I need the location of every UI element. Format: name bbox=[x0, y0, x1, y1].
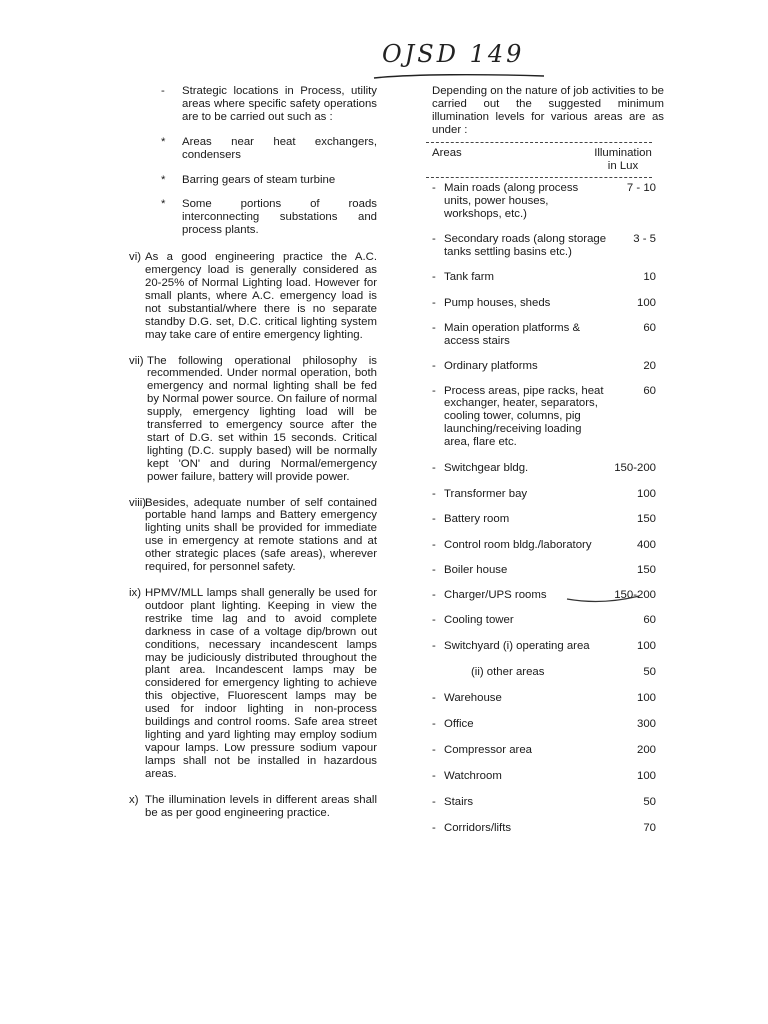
clause-vii bbox=[129, 355, 377, 484]
clause-text: HPMV/MLL lamps shall generally be used for outdoor plant lighting. Keeping in view the restrike time lag and to avoid complete darkness in case of a voltage dip/brown out conditions, necessary incandescent lamps may be judiciously distributed throughout the plant area. Incandescent lamps may be considered for emergency lighting to achieve this objective, Fluorescent lamps may be used for indoor lighting in non-process buildings and control rooms. Safe area street lighting and yard lighting may employ sodium vapour lamps. Low pressure sodium vapour lamps shall not be installed in hazardous areas. bbox=[145, 587, 377, 780]
row-area-text: Pump houses, sheds bbox=[444, 296, 551, 309]
star-item bbox=[161, 198, 377, 237]
row-area-cell bbox=[432, 360, 608, 373]
row-area-cell bbox=[432, 692, 608, 705]
row-dash: - bbox=[432, 233, 436, 246]
row-dash: - bbox=[432, 487, 436, 500]
row-lux-value: 60 bbox=[643, 614, 656, 627]
row-area-text: Corridors/lifts bbox=[444, 821, 512, 834]
clause-number: vii) bbox=[129, 354, 144, 367]
table-row bbox=[432, 770, 664, 783]
handwritten-underline bbox=[372, 70, 552, 82]
row-lux-value: 200 bbox=[636, 744, 656, 756]
row-area-text: Compressor area bbox=[444, 744, 532, 756]
header-lux-line2: in Lux bbox=[607, 159, 639, 172]
row-area-text: Ordinary platforms bbox=[444, 359, 538, 372]
row-area-cell bbox=[432, 462, 608, 475]
row-dash: - bbox=[432, 769, 436, 782]
row-area-text: Transformer bay bbox=[444, 487, 528, 500]
row-area-cell bbox=[432, 488, 608, 501]
table-row bbox=[432, 513, 664, 526]
row-lux-value: 400 bbox=[636, 538, 656, 551]
table-row bbox=[432, 666, 664, 679]
star-item bbox=[161, 174, 377, 187]
row-lux-value: 150-200 bbox=[614, 462, 656, 475]
row-dash: - bbox=[432, 640, 436, 653]
row-area-cell bbox=[432, 614, 608, 627]
table-row bbox=[432, 182, 664, 221]
row-dash: - bbox=[432, 359, 436, 372]
row-lux-value: 7 - 10 bbox=[626, 182, 656, 195]
handwritten-reference: OJSD 149 bbox=[382, 40, 525, 68]
handwritten-underline-mark bbox=[565, 595, 645, 607]
table-row bbox=[432, 360, 664, 373]
table-header-rule bbox=[426, 177, 652, 178]
row-area-text: (ii) other areas bbox=[471, 666, 545, 679]
row-area-cell bbox=[432, 182, 608, 221]
table-header bbox=[432, 147, 664, 173]
table-row bbox=[432, 744, 664, 757]
row-dash: - bbox=[432, 384, 436, 397]
row-area-cell bbox=[432, 718, 608, 731]
row-lux-value: 50 bbox=[643, 795, 656, 808]
row-dash: - bbox=[432, 744, 436, 756]
clause-x bbox=[129, 794, 377, 820]
row-dash: - bbox=[432, 718, 436, 731]
row-area-text: Battery room bbox=[444, 512, 510, 525]
row-area-text: Watchroom bbox=[444, 769, 502, 782]
row-area-cell bbox=[432, 796, 608, 809]
row-area-cell bbox=[432, 666, 608, 679]
row-area-cell bbox=[432, 271, 608, 284]
illumination-intro: Depending on the nature of job activities to be carried out the suggested minimum illumination levels for various areas are as under : bbox=[432, 85, 664, 136]
row-area-text: Stairs bbox=[444, 795, 474, 808]
row-area-cell bbox=[432, 822, 608, 835]
row-dash: - bbox=[432, 821, 436, 834]
star-bullet: * bbox=[161, 198, 166, 211]
row-area-text: Warehouse bbox=[444, 692, 502, 705]
row-dash: - bbox=[432, 795, 436, 808]
star-item-text: Some portions of roads interconnecting substations and process plants. bbox=[182, 198, 377, 237]
row-lux-value: 50 bbox=[643, 666, 656, 679]
table-row bbox=[432, 322, 664, 348]
clause-ix bbox=[129, 587, 377, 781]
row-area-text: Main roads (along process units, power houses, workshops, etc.) bbox=[444, 182, 579, 221]
row-dash: - bbox=[432, 588, 436, 601]
row-area-cell bbox=[432, 744, 608, 757]
table-row bbox=[432, 233, 664, 259]
table-row bbox=[432, 271, 664, 284]
table-top-rule bbox=[426, 142, 652, 143]
row-lux-value: 20 bbox=[643, 359, 656, 372]
row-area-cell bbox=[432, 564, 608, 577]
row-area-text: Office bbox=[444, 718, 474, 731]
row-area-text: Control room bldg./laboratory bbox=[444, 538, 592, 551]
row-area-cell bbox=[432, 297, 608, 310]
table-row bbox=[432, 614, 664, 627]
row-dash: - bbox=[432, 182, 436, 195]
row-area-text: Cooling tower bbox=[444, 614, 514, 627]
left-column bbox=[127, 85, 377, 832]
right-column bbox=[432, 85, 664, 848]
row-area-cell bbox=[432, 322, 608, 348]
row-area-cell bbox=[432, 513, 608, 526]
row-dash: - bbox=[432, 512, 436, 525]
dash-bullet: - bbox=[161, 85, 165, 97]
row-dash: - bbox=[432, 614, 436, 627]
row-area-text: Switchgear bldg. bbox=[444, 462, 529, 475]
row-dash: - bbox=[432, 462, 436, 475]
row-dash: - bbox=[432, 270, 436, 283]
row-lux-value: 150 bbox=[636, 563, 656, 576]
row-area-cell bbox=[432, 233, 608, 259]
clause-text: Besides, adequate number of self contained portable hand lamps and Battery emergency lighting units shall be provided for immediate use in emergency at remote stations and at other strategic places (safe areas), wherever required, for personnel safety. bbox=[145, 496, 377, 574]
star-bullet: * bbox=[161, 135, 166, 148]
table-row bbox=[432, 488, 664, 501]
strategic-locations-item bbox=[161, 85, 377, 124]
table-row bbox=[432, 692, 664, 705]
row-area-text: Secondary roads (along storage tanks settling basins etc.) bbox=[444, 233, 607, 259]
row-lux-value: 100 bbox=[636, 640, 656, 653]
header-lux-line1: Illumination bbox=[594, 146, 652, 159]
row-area-text: Boiler house bbox=[444, 563, 508, 576]
clause-text: The following operational philosophy is recommended. Under normal operation, both emergency and normal lighting shall be fed by Normal power source. On failure of normal supply, emergency lighting load will be transferred to emergency source after the start of D.G. set within 15 seconds. Critical lighting (D.C. supply based) will be normally kept 'ON' and during Normal/emergency power failure, battery will provide power. bbox=[147, 354, 377, 483]
clause-number: x) bbox=[129, 793, 139, 806]
row-area-text: Tank farm bbox=[444, 270, 495, 283]
row-area-text: Charger/UPS rooms bbox=[444, 588, 547, 601]
row-lux-value: 100 bbox=[636, 296, 656, 309]
row-area-text: Process areas, pipe racks, heat exchanger, heater, separators, cooling tower, columns, pig launching/receiving loading area, flare etc. bbox=[444, 384, 604, 449]
row-lux-value: 100 bbox=[636, 769, 656, 782]
row-dash bbox=[459, 666, 471, 679]
row-dash: - bbox=[432, 538, 436, 551]
header-areas: Areas bbox=[432, 146, 462, 159]
table-row bbox=[432, 718, 664, 731]
star-item bbox=[161, 136, 377, 162]
table-row bbox=[432, 385, 664, 450]
row-area-cell bbox=[432, 385, 608, 450]
row-area-cell bbox=[432, 640, 608, 653]
row-lux-value: 3 - 5 bbox=[633, 233, 656, 246]
illumination-table bbox=[432, 182, 664, 834]
clause-text: As a good engineering practice the A.C. emergency load is generally considered as 20-25% of Normal Lighting load. However for small plants, where A.C. emergency load is not substantial/where there is no separate standby D.G. set, D.C. critical lighting system may take care of entire emergency lighting. bbox=[145, 251, 377, 341]
clause-text: The illumination levels in different areas shall be as per good engineering practice. bbox=[145, 793, 377, 819]
row-lux-value: 100 bbox=[636, 692, 656, 705]
strategic-locations-text: Strategic locations in Process, utility areas where specific safety operations are to be carried out such as : bbox=[182, 85, 377, 123]
table-row bbox=[432, 796, 664, 809]
row-dash: - bbox=[432, 692, 436, 705]
table-row bbox=[432, 297, 664, 310]
star-item-text: Barring gears of steam turbine bbox=[182, 173, 336, 186]
row-area-cell bbox=[432, 770, 608, 783]
row-lux-value: 70 bbox=[643, 821, 656, 834]
header-lux bbox=[582, 147, 664, 173]
table-row bbox=[432, 564, 664, 577]
row-lux-value: 150-200 bbox=[614, 588, 656, 601]
clause-number: vi) bbox=[129, 251, 142, 264]
table-row bbox=[432, 462, 664, 475]
row-lux-value: 60 bbox=[643, 321, 656, 334]
row-dash: - bbox=[432, 321, 436, 334]
row-area-text: Main operation platforms & access stairs bbox=[444, 321, 581, 347]
row-area-text: Switchyard (i) operating area bbox=[444, 640, 590, 653]
table-row bbox=[432, 640, 664, 653]
table-row bbox=[432, 822, 664, 835]
star-bullet: * bbox=[161, 173, 166, 186]
row-lux-value: 60 bbox=[643, 384, 656, 397]
clause-vi bbox=[129, 251, 377, 341]
star-item-text: Areas near heat exchangers, condensers bbox=[182, 135, 377, 161]
row-lux-value: 10 bbox=[643, 270, 656, 283]
row-lux-value: 300 bbox=[636, 718, 656, 731]
row-lux-value: 100 bbox=[636, 487, 656, 500]
table-row bbox=[432, 539, 664, 552]
row-dash: - bbox=[432, 296, 436, 309]
clause-viii bbox=[129, 497, 377, 574]
row-lux-value: 150 bbox=[636, 512, 656, 525]
row-area-cell bbox=[432, 539, 608, 552]
row-dash: - bbox=[432, 563, 436, 576]
clause-number: ix) bbox=[129, 587, 142, 599]
clause-number: viii) bbox=[129, 496, 147, 509]
